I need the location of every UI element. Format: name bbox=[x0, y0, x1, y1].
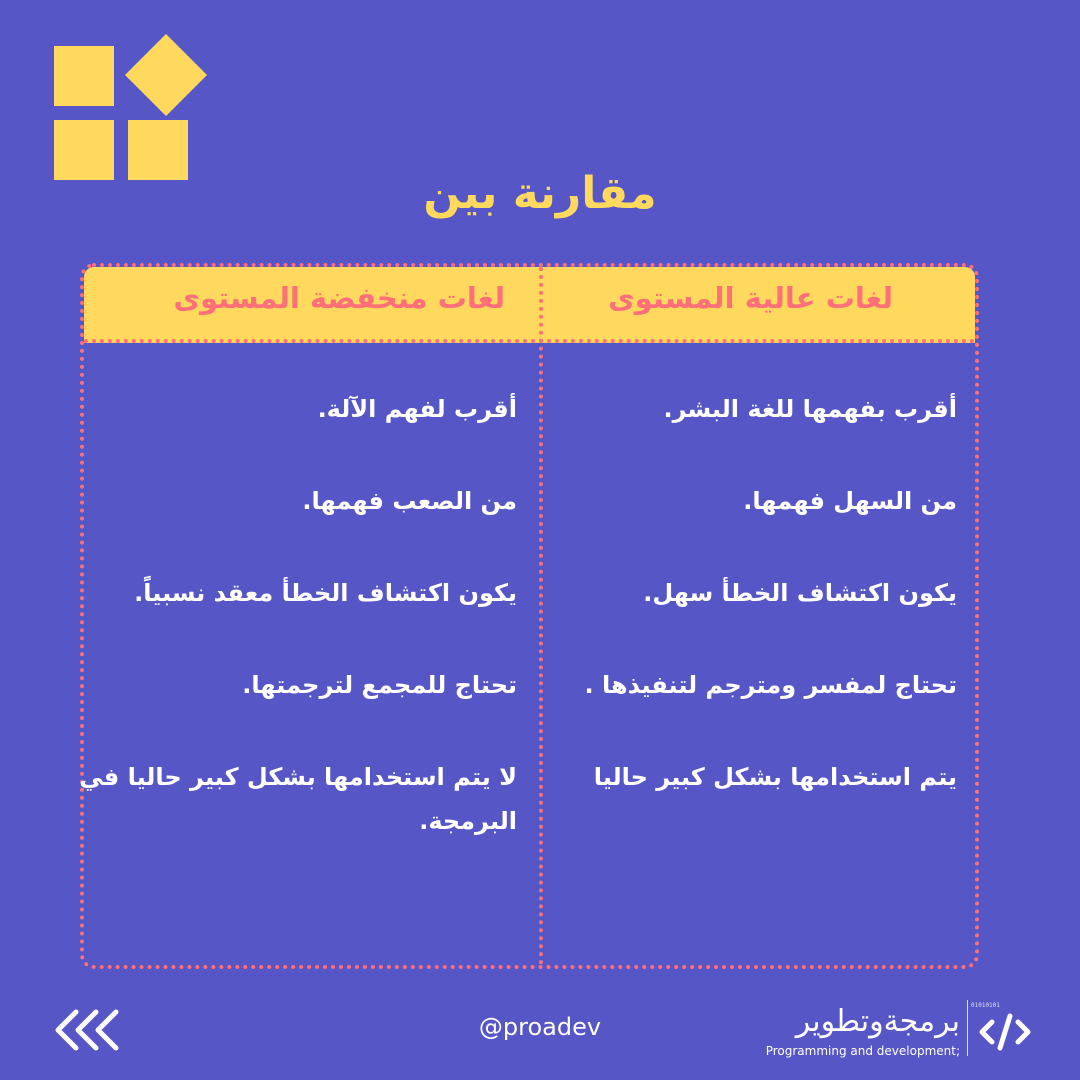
logo-square-top-left bbox=[54, 46, 114, 106]
list-item: أقرب لفهم الآلة. bbox=[317, 395, 517, 423]
code-brackets-icon bbox=[978, 1012, 1032, 1052]
list-item: تحتاج لمفسر ومترجم لتنفيذها . bbox=[584, 671, 957, 699]
list-item: أقرب بفهمها للغة البشر. bbox=[663, 395, 957, 423]
list-item: يكون اكتشاف الخطأ معقد نسبياً. bbox=[134, 579, 517, 607]
brand-logo bbox=[54, 36, 204, 186]
header-high-level: لغات عالية المستوى bbox=[608, 281, 893, 315]
page-title: مقارنة بين bbox=[423, 168, 657, 219]
list-item: تحتاج للمجمع لترجمتها. bbox=[242, 671, 517, 699]
low-level-list bbox=[77, 387, 517, 891]
brand-separator bbox=[967, 1000, 968, 1056]
list-item: من الصعب فهمها. bbox=[302, 487, 517, 515]
logo-diamond bbox=[125, 34, 207, 116]
list-item: يتم استخدامها بشكل كبير حاليا bbox=[593, 763, 957, 791]
high-level-list bbox=[537, 387, 957, 847]
brand-wordmark bbox=[766, 1003, 960, 1059]
binary-digits: 01010101 bbox=[971, 1002, 1000, 1009]
brand-name-arabic: برمجةوتطوير bbox=[795, 1004, 960, 1039]
list-item: من السهل فهمها. bbox=[743, 487, 957, 515]
list-item: لا يتم استخدامها بشكل كبير حاليا في البرمجة. bbox=[79, 763, 517, 835]
header-low-level: لغات منخفضة المستوى bbox=[173, 281, 505, 315]
comparison-table bbox=[80, 263, 979, 969]
social-handle: @proadev bbox=[478, 1013, 602, 1041]
brand-name-english: Programming and development; bbox=[765, 1044, 960, 1058]
table-header bbox=[84, 267, 975, 343]
list-item: يكون اكتشاف الخطأ سهل. bbox=[643, 579, 957, 607]
